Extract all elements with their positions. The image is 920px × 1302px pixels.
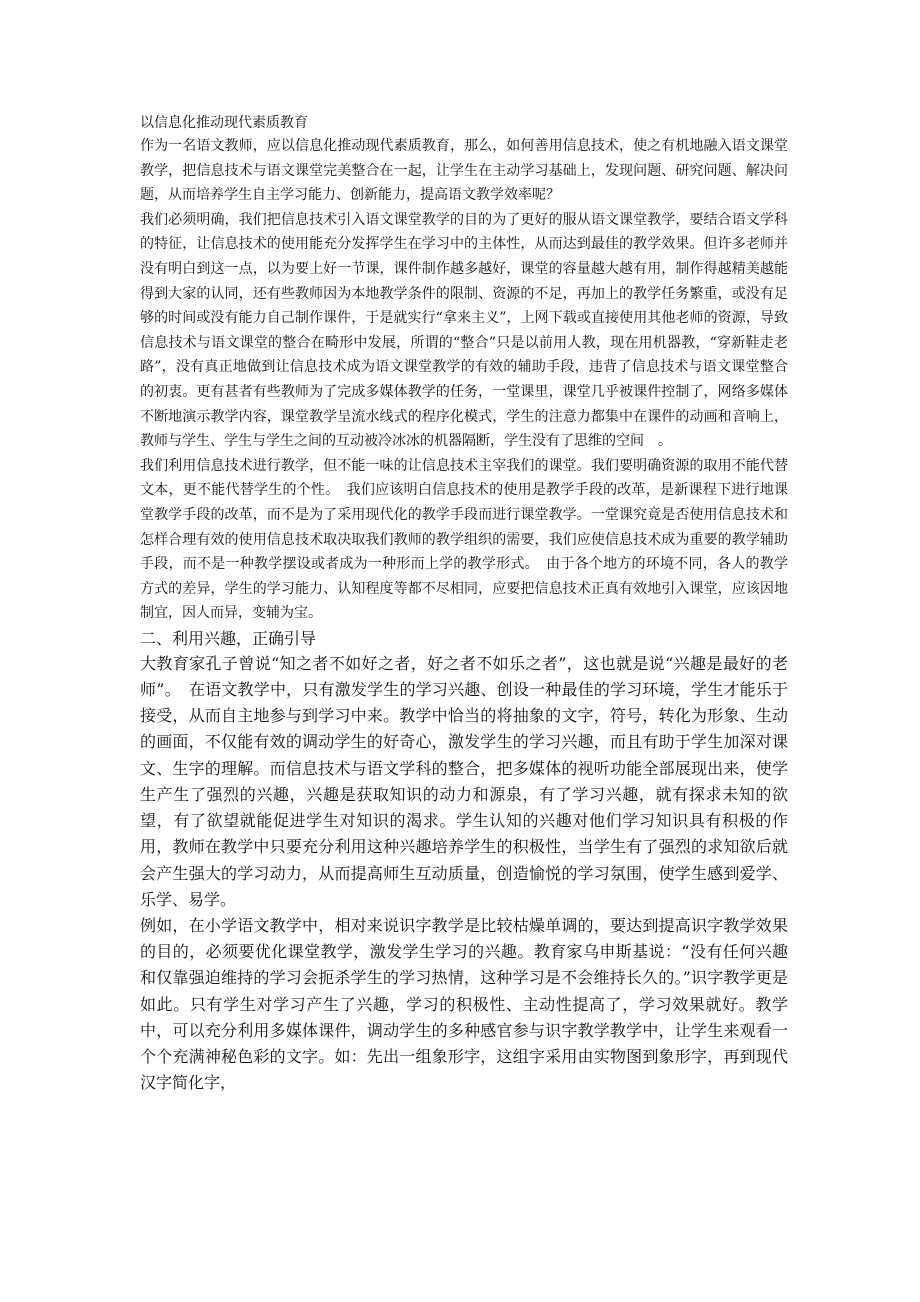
section-heading: 二、利用兴趣，正确引导 <box>140 628 317 648</box>
document-title: 以信息化推动现代素质教育 <box>140 115 308 131</box>
paragraph: 大教育家孔子曾说“知之者不如好之者，好之者不如乐之者”，这也就是说“兴趣是最好的老师”。 在语文教学中，只有激发学生的学习兴趣、创设一种最佳的学习环境，学生才能乐于接受，从而自主地参与到学习中来。教学中恰当的将抽象的文字，符号，转化为形象、生动的画面，不仅能有效的调动学生的好奇心，激发学生的学习兴趣，而且有助于学生加深对课文、生字的理解。而信息技术与语文学科的整合，把多媒体的视听功能全部展现出来，使学生产生了强烈的兴趣，兴趣是获取知识的动力和源泉，有了学习兴趣，就有探求未知的欲望，有了欲望就能促进学生对知识的渴求。学生认知的兴趣对他们学习知识具有积极的作用，教师在教学中只要充分利用这种兴趣培养学生的积极性，当学生有了强烈的求知欲后就会产生强大的学习动力，从而提高师生互动质量，创造愉悦的学习氛围，使学生感到爱学、乐学、易学。 <box>140 653 788 909</box>
section-2 <box>140 651 788 1096</box>
section-1 <box>140 134 788 626</box>
paragraph: 作为一名语文教师，应以信息化推动现代素质教育，那么，如何善用信息技术，使之有机地融入语文课堂教学，把信息技术与语文课堂完美整合在一起，让学生在主动学习基础上，发现问题、研究问题、解决问题，从而培养学生自主学习能力、创新能力，提高语文教学效率呢？ <box>140 138 788 204</box>
paragraph: 我们必须明确，我们把信息技术引入语文课堂教学的目的为了更好的服从语文课堂教学，要结合语文学科的特征，让信息技术的使用能充分发挥学生在学习中的主体性，从而达到最佳的教学效果。但许多老师并没有明白到这一点，以为要上好一节课，课件制作越多越好，课堂的容量越大越有用，制作得越精美越能得到大家的认同，还有些教师因为本地教学条件的限制、资源的不足，再加上的教学任务繁重，或没有足够的时间或没有能力自己制作课件，于是就实行“拿来主义”，上网下载或直接使用其他老师的资源，导致信息技术与语文课堂的整合在畸形中发展，所谓的“整合”只是以前用人教，现在用机器教，“穿新鞋走老路”，没有真正地做到让信息技术成为语文课堂教学的有效的辅助手段，违背了信息技术与语文课堂整合的初衷。更有甚者有些教师为了完成多媒体教学的任务，一堂课里，课堂几乎被课件控制了，网络多媒体不断地演示教学内容，课堂教学呈流水线式的程序化模式，学生的注意力都集中在课件的动画和音响上，教师与学生、学生与学生之间的互动被冷冰冰的机器隔断，学生没有了思维的空间 。 <box>140 211 788 450</box>
paragraph: 例如，在小学语文教学中，相对来说识字教学是比较枯燥单调的，要达到提高识字教学效果的目的，必须要优化课堂教学，激发学生学习的兴趣。教育家乌申斯基说：“没有任何兴趣和仅靠强迫维持的学习会扼杀学生的学习热情，这种学习是不会维持长久的。”识字教学更是如此。只有学生对学习产生了兴趣，学习的积极性、主动性提高了，学习效果就好。教学中，可以充分利用多媒体课件，调动学生的多种感官参与识字教学教学中，让学生来观看一个个充满神秘色彩的文字。如：先出一组象形字，这组字采用由实物图到象形字，再到现代汉字简化字， <box>140 915 788 1093</box>
paragraph: 我们利用信息技术进行教学，但不能一味的让信息技术主宰我们的课堂。我们要明确资源的取用不能代替文本，更不能代替学生的个性。 我们应该明白信息技术的使用是教学手段的改革，是新课程下进行地课堂教学手段的改革，而不是为了采用现代化的教学手段而进行课堂教学。一堂课究竟是否使用信息技术和怎样合理有效的使用信息技术取决取我们教师的教学组织的需要，我们应使信息技术成为重要的教学辅助手段，而不是一种教学摆设或者成为一种形而上学的教学形式。 由于各个地方的环境不同，各人的教学方式的差异，学生的学习能力、认知程度等都不尽相同，应要把信息技术正真有效地引入课堂，应该因地制宜，因人而异，变辅为宝。 <box>140 457 788 622</box>
document-page <box>140 112 788 1096</box>
